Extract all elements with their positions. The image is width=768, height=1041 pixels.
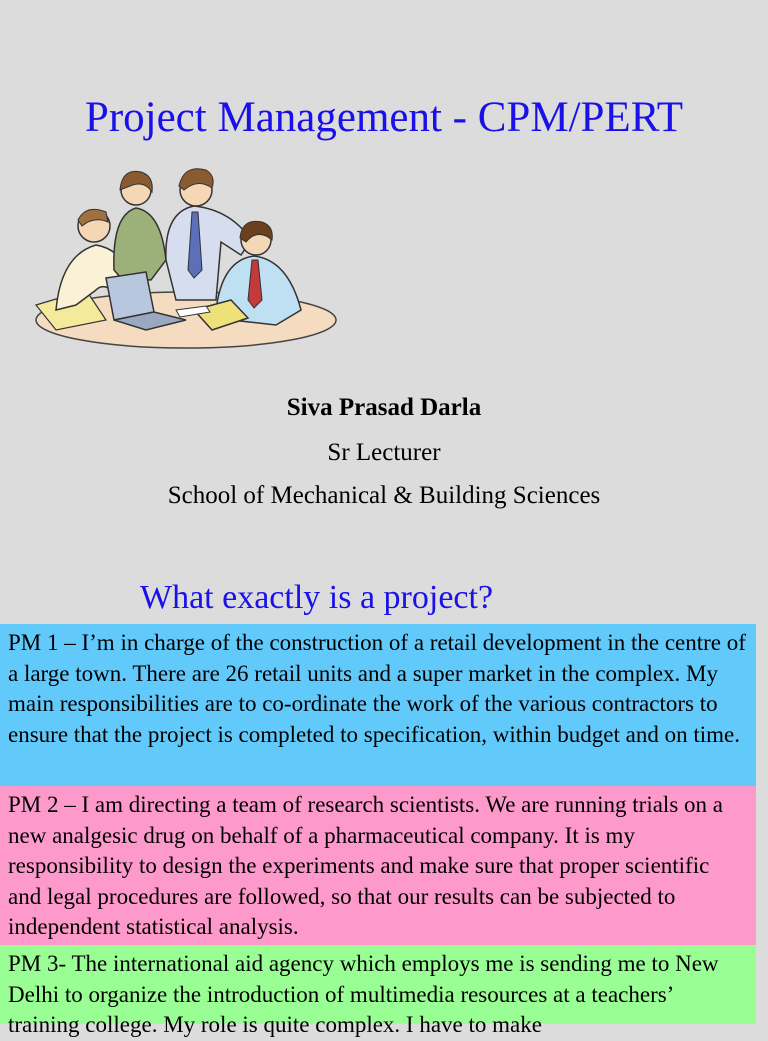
author-role: Sr Lecturer <box>327 439 441 466</box>
slide-title: Project Management - CPM/PERT <box>84 94 684 141</box>
author-school: School of Mechanical & Building Sciences <box>167 482 601 509</box>
case-pm-2: PM 2 – I am directing a team of research scientists. We are running trials on a new analgesic drug on behalf of a pharmaceutical company. It is my responsibility to design the experiments and make sure that proper scientific and legal procedures are followed, so that our results can be subjected to independent statistical analysis. <box>0 786 756 945</box>
case-pm-1: PM 1 – I’m in charge of the construction of a retail development in the centre of a large town. There are 26 retail units and a super market in the complex. My main responsibilities are to co-ordinate the work of the various contractors to ensure that the project is completed to specification, within budget and on time. <box>0 624 756 786</box>
author-name: Siva Prasad Darla <box>286 394 482 421</box>
section-heading: What exactly is a project? <box>140 579 494 616</box>
case-pm-3: PM 3- The international aid agency which employs me is sending me to New Delhi to organize the introduction of multimedia resources at a teachers’ training college. My role is quite complex. I have to make <box>0 945 756 1024</box>
author-block <box>0 390 768 519</box>
team-meeting-illustration <box>26 160 326 355</box>
